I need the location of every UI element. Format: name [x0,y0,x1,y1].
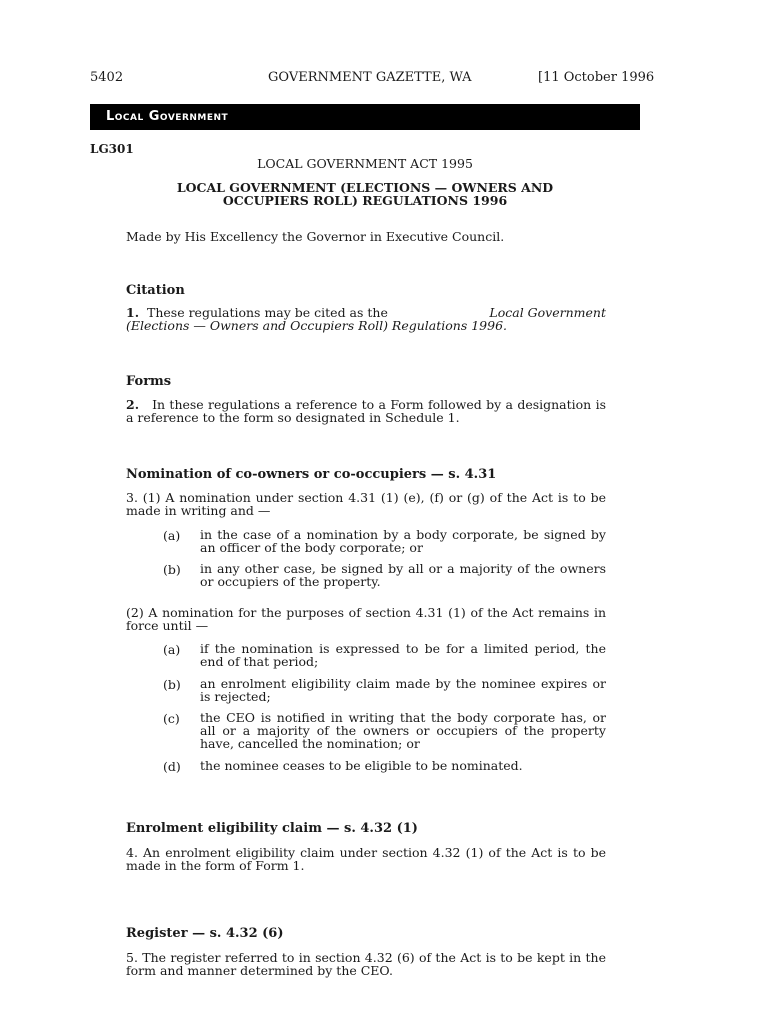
enrolment-paragraph: 4. An enrolment eligibility claim under section 4.32 (1) of the Act is to be made in the form of Form 1. [126,845,606,873]
citation-text: These regulations may be cited as the [147,305,388,320]
section-banner [90,104,640,130]
nomination-sub2-item-label: (b) [163,677,181,692]
nomination-sub2-lead: (2) A nomination for the purposes of section 4.31 (1) of the Act remains in force until — [126,605,606,633]
citation-paragraph [126,306,606,332]
regulations-title-line1: LOCAL GOVERNMENT (ELECTIONS — OWNERS AND [176,180,554,195]
citation-heading: Citation [126,283,185,298]
citation-number: 1. [126,305,140,320]
forms-heading: Forms [126,374,172,389]
nomination-sub2-item-label: (a) [163,642,181,657]
citation-title-part2: (Elections — Owners and Occupiers Roll) Regulations 1996. [126,318,508,333]
nomination-sub1-item-text: in any other case, be signed by all or a majority of the owners or occupiers of the property. [200,561,606,589]
banner-title: Local Government [106,109,229,124]
made-by-statement: Made by His Excellency the Governor in Executive Council. [126,229,505,244]
act-title: LOCAL GOVERNMENT ACT 1995 [257,156,473,171]
publication-name: GOVERNMENT GAZETTE, WA [268,70,472,85]
nomination-sub2-item-text: the CEO is notified in writing that the body corporate has, or all or a majority of the owners or occupiers of the property have, cancelled the nomination; or [200,710,606,751]
issue-date: [11 October 1996 [538,70,655,85]
nomination-sub2-item-label: (d) [163,759,181,774]
nomination-heading: Nomination of co-owners or co-occupiers — s. 4.31 [126,467,497,482]
nomination-sub1-item-text: in the case of a nomination by a body corporate, be signed by an officer of the body corporate; or [200,527,606,555]
nomination-sub2-item-text: if the nomination is expressed to be for a limited period, the end of that period; [200,641,606,669]
forms-paragraph [126,398,606,424]
page-number: 5402 [90,70,124,85]
register-heading: Register — s. 4.32 (6) [126,926,284,941]
forms-number: 2. [126,397,140,412]
regulations-title-line2: OCCUPIERS ROLL) REGULATIONS 1996 [222,193,508,208]
nomination-sub2-item-label: (c) [163,711,180,726]
nomination-sub2-item-text: an enrolment eligibility claim made by the nominee expires or is rejected; [200,676,606,704]
citation-title-part1: Local Government [489,305,606,320]
register-paragraph: 5. The register referred to in section 4.32 (6) of the Act is to be kept in the form and manner determined by the CEO. [126,950,606,978]
nomination-sub1-lead: 3. (1) A nomination under section 4.31 (1) (e), (f) or (g) of the Act is to be made in writing and — [126,490,606,518]
notice-code: LG301 [90,142,134,156]
nomination-sub1-item-label: (b) [163,562,181,577]
nomination-sub1-item-label: (a) [163,528,181,543]
nomination-sub2-item-text: the nominee ceases to be eligible to be nominated. [200,758,523,773]
enrolment-heading: Enrolment eligibility claim — s. 4.32 (1) [126,821,418,836]
forms-text: In these regulations a reference to a Form followed by a designation is a reference to the form so designated in Schedule 1. [126,397,606,425]
